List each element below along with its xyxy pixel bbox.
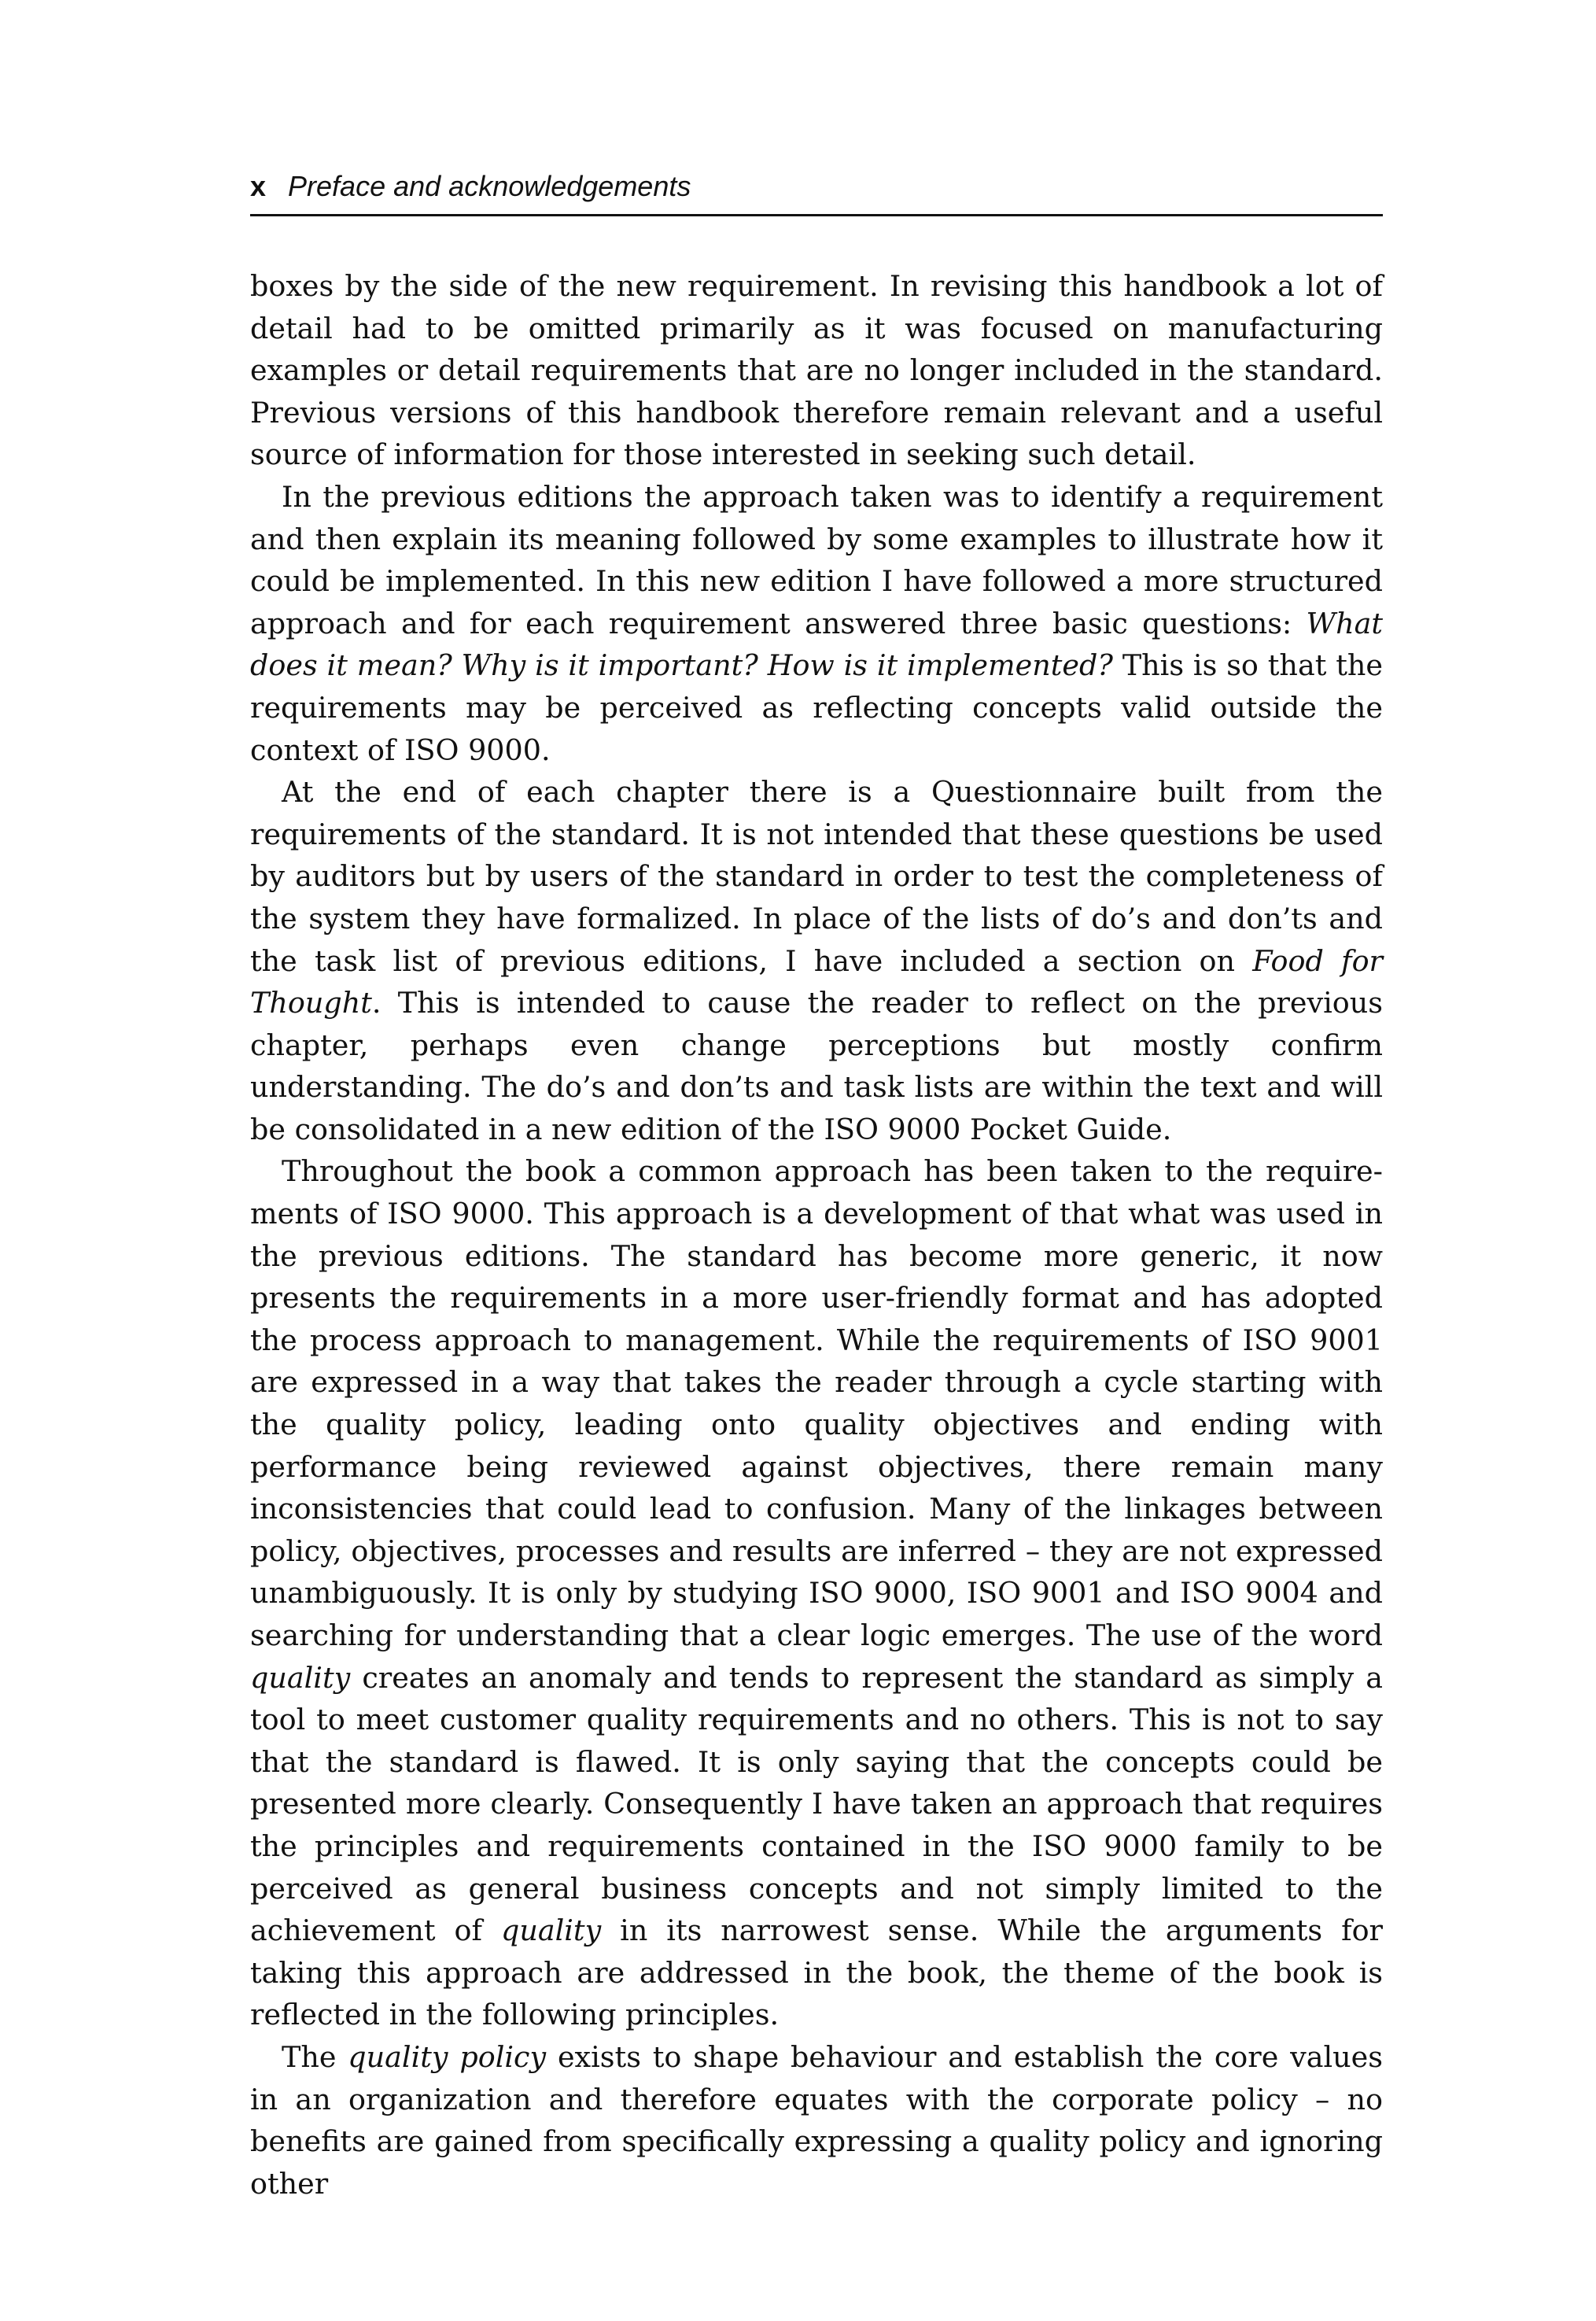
running-header <box>250 167 1383 206</box>
paragraph-2: In the previous editions the approach taken was to identify a requirement and then explain its meaning followed by some examples to illustrate how it could be implemented. In this new edition I have followed a more structured approach and for each requirement answered three basic questions: What does it mean? Why is it important? How is it implemented? This is so that the requirements may be perceived as reflecting concepts valid outside the context of ISO 9000. <box>250 479 1384 767</box>
italic-quality-policy: quality policy <box>348 2039 547 2074</box>
paragraph-3: At the end of each chapter there is a Questionnaire built from the requirements of the standard. It is not intended that these questions be used by auditors but by users of the standard in order to test the completeness of the system they have formalized. In place of the lists of do’s and don’ts and the task list of previous editions, I have included a section on Food for Thought. This is intended to cause the reader to reflect on the previous chapter, perhaps even change perceptions but mostly confirm understanding. The do’s and don’ts and task lists are within the text and will be consolidated in a new edition of the ISO 9000 Pocket Guide. <box>250 775 1383 1146</box>
paragraph-1: boxes by the side of the new requirement. In revising this handbook a lot of detail had to be omitted primarily as it was focused on manufacturing examples or detail requirements that are no longer included in the standard. Previous versions of this handbook therefore remain relevant and a useful source of information for those interested in seeking such detail. <box>250 269 1383 472</box>
section-title: Preface and acknowledgements <box>288 170 691 202</box>
page-number: x <box>250 170 267 202</box>
italic-food-for-thought: Food for Thought <box>250 943 1383 1020</box>
body-text <box>250 265 1383 2205</box>
italic-questions: What does it mean? Why is it important? How is it implemented? <box>250 606 1383 683</box>
paragraph-4: Throughout the book a common approach has been taken to the require-ments of ISO 9000. This approach is a development of that what was used in the previous editions. The standard has become more generic, it now presents the requirements in a more user-friendly format and has adopted the process approach to management. While the requirements of ISO 9001 are expressed in a way that takes the reader through a cycle starting with the quality policy, leading onto quality objectives and ending with performance being reviewed against objectives, there remain many inconsistencies that could lead to confusion. Many of the linkages between policy, objectives, processes and results are inferred – they are not expressed unambiguously. It is only by studying ISO 9000, ISO 9001 and ISO 9004 and searching for understanding that a clear logic emerges. The use of the word quality creates an anomaly and tends to represent the standard as simply a tool to meet customer quality requirements and no others. This is not to say that the standard is flawed. It is only saying that the concepts could be presented more clearly. Consequently I have taken an approach that requires the principles and requirements contained in the ISO 9000 family to be perceived as general business concepts and not simply limited to the achievement of quality in its narrowest sense. While the arguments for taking this approach are addressed in the book, the theme of the book is reflected in the following principles. <box>250 1154 1384 2032</box>
italic-quality: quality <box>250 1660 351 1695</box>
paragraph-5: The quality policy exists to shape behaviour and establish the core values in an organization and therefore equates with the corporate policy – no benefits are gained from specifically expressing a quality policy and ignoring other <box>250 2039 1383 2201</box>
header-rule <box>250 214 1383 216</box>
italic-quality: quality <box>500 1913 602 1948</box>
